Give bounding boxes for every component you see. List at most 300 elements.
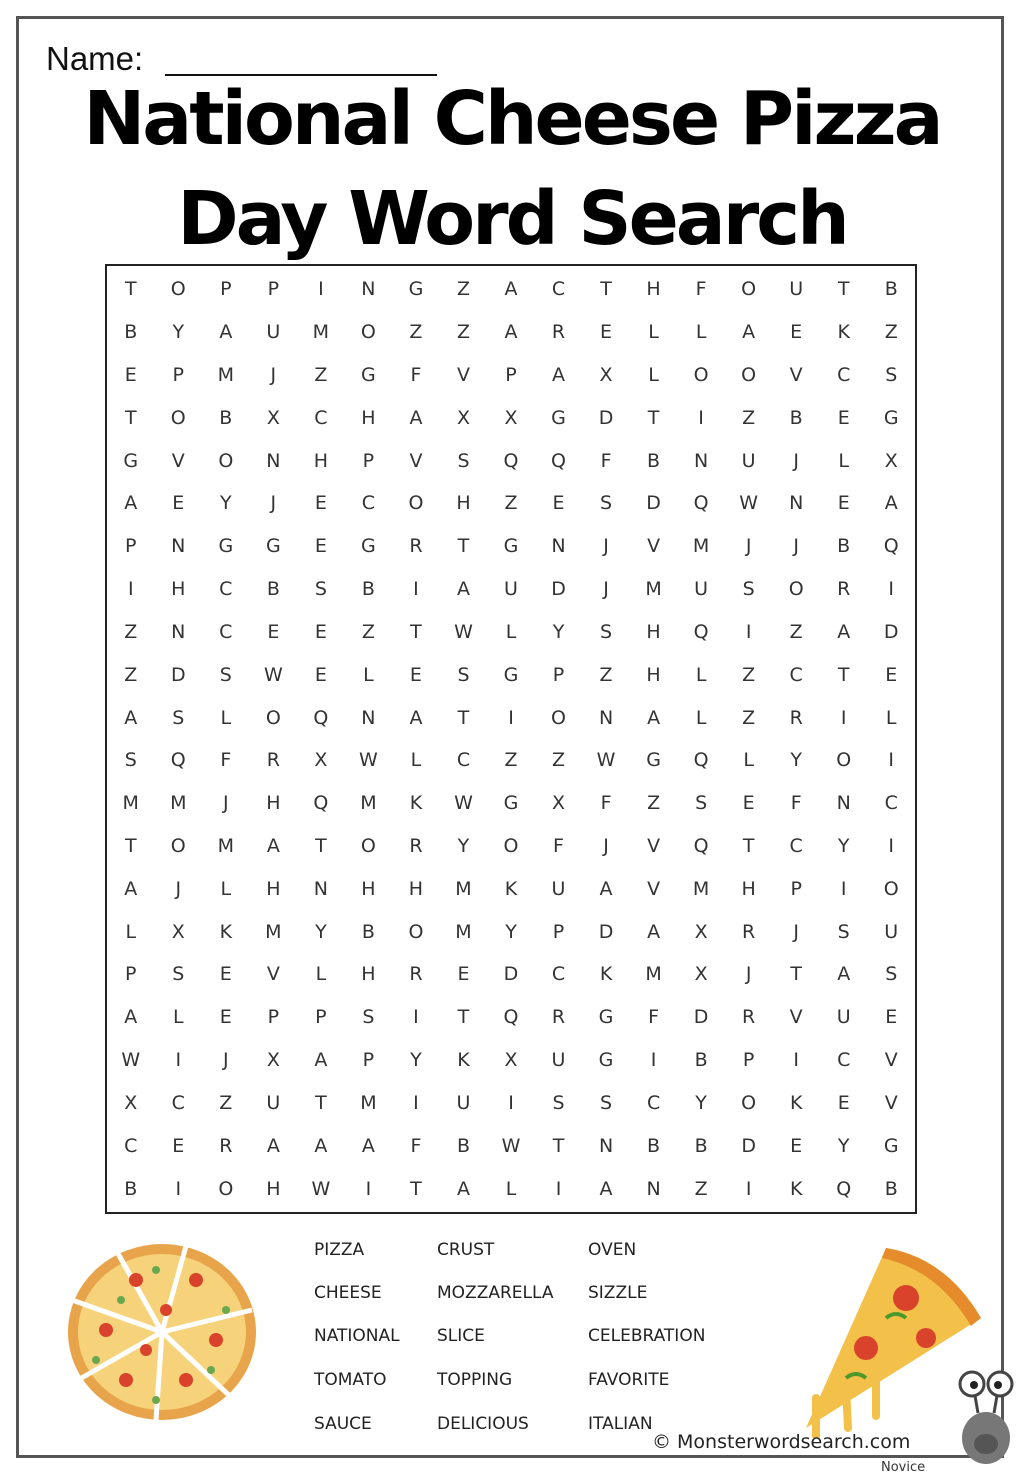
- grid-letter[interactable]: L: [695, 663, 707, 686]
- grid-letter[interactable]: I: [650, 1049, 657, 1072]
- grid-letter[interactable]: A: [124, 1006, 138, 1029]
- grid-letter[interactable]: I: [127, 578, 134, 601]
- grid-letter[interactable]: I: [793, 1049, 799, 1072]
- grid-letter[interactable]: O: [218, 449, 234, 472]
- grid-letter[interactable]: P: [125, 535, 137, 558]
- grid-letter[interactable]: Z: [456, 278, 470, 301]
- grid-letter[interactable]: M: [692, 877, 710, 900]
- grid-letter[interactable]: C: [361, 492, 376, 515]
- grid-letter[interactable]: A: [219, 321, 233, 344]
- grid-letter[interactable]: B: [837, 535, 851, 558]
- grid-letter[interactable]: G: [883, 406, 899, 429]
- grid-letter[interactable]: N: [361, 706, 376, 729]
- grid-letter[interactable]: V: [647, 877, 661, 900]
- grid-letter[interactable]: U: [504, 578, 518, 601]
- grid-letter[interactable]: A: [124, 706, 138, 729]
- grid-letter[interactable]: F: [648, 1006, 660, 1029]
- grid-letter[interactable]: P: [362, 449, 375, 472]
- grid-letter[interactable]: V: [884, 1049, 898, 1072]
- grid-letter[interactable]: L: [410, 749, 422, 772]
- grid-letter[interactable]: Q: [883, 535, 899, 558]
- grid-letter[interactable]: D: [551, 578, 566, 601]
- grid-letter[interactable]: N: [646, 1177, 661, 1200]
- grid-letter[interactable]: M: [455, 920, 472, 943]
- grid-letter[interactable]: T: [410, 620, 422, 643]
- grid-letter[interactable]: B: [124, 321, 138, 344]
- grid-letter[interactable]: I: [413, 578, 419, 601]
- grid-letter[interactable]: F: [600, 449, 612, 472]
- grid-letter[interactable]: I: [888, 835, 895, 858]
- grid-letter[interactable]: S: [219, 663, 232, 686]
- grid-letter[interactable]: Y: [457, 835, 470, 858]
- grid-letter[interactable]: S: [172, 963, 185, 986]
- grid-letter[interactable]: X: [599, 364, 613, 387]
- grid-letter[interactable]: L: [505, 620, 517, 643]
- grid-letter[interactable]: T: [790, 963, 802, 986]
- grid-letter[interactable]: L: [648, 364, 659, 387]
- grid-letter[interactable]: C: [837, 1049, 851, 1072]
- grid-letter[interactable]: Z: [742, 663, 756, 686]
- grid-letter[interactable]: C: [219, 620, 233, 643]
- grid-letter[interactable]: S: [600, 1091, 613, 1114]
- grid-letter[interactable]: P: [742, 1049, 755, 1072]
- grid-letter[interactable]: R: [551, 1006, 566, 1029]
- grid-letter[interactable]: O: [408, 492, 424, 515]
- grid-letter[interactable]: F: [410, 1134, 422, 1157]
- grid-letter[interactable]: M: [645, 578, 662, 601]
- grid-letter[interactable]: S: [885, 963, 898, 986]
- grid-letter[interactable]: X: [552, 792, 566, 815]
- grid-letter[interactable]: G: [551, 406, 566, 429]
- grid-letter[interactable]: S: [885, 364, 898, 387]
- grid-letter[interactable]: N: [836, 792, 851, 815]
- grid-letter[interactable]: I: [175, 1177, 182, 1200]
- grid-letter[interactable]: U: [836, 1006, 851, 1029]
- grid-letter[interactable]: P: [315, 1006, 327, 1029]
- grid-letter[interactable]: Z: [694, 1177, 708, 1200]
- grid-letter[interactable]: O: [741, 364, 757, 387]
- grid-letter[interactable]: Y: [837, 835, 850, 858]
- grid-letter[interactable]: X: [504, 1049, 518, 1072]
- grid-letter[interactable]: I: [745, 620, 752, 643]
- grid-letter[interactable]: C: [551, 278, 566, 301]
- grid-letter[interactable]: E: [457, 963, 470, 986]
- grid-letter[interactable]: D: [883, 620, 899, 643]
- grid-letter[interactable]: Y: [410, 1049, 422, 1072]
- grid-letter[interactable]: G: [361, 535, 376, 558]
- grid-letter[interactable]: S: [552, 1091, 565, 1114]
- grid-letter[interactable]: C: [456, 749, 471, 772]
- grid-letter[interactable]: P: [552, 920, 565, 943]
- grid-letter[interactable]: T: [457, 535, 470, 558]
- grid-letter[interactable]: Q: [503, 1006, 519, 1029]
- grid-letter[interactable]: C: [171, 1091, 185, 1114]
- grid-letter[interactable]: A: [266, 835, 280, 858]
- grid-letter[interactable]: Q: [693, 835, 709, 858]
- grid-letter[interactable]: A: [124, 492, 138, 515]
- grid-letter[interactable]: A: [884, 492, 898, 515]
- grid-letter[interactable]: H: [646, 620, 661, 643]
- grid-letter[interactable]: F: [695, 278, 707, 301]
- grid-letter[interactable]: O: [551, 706, 566, 729]
- grid-letter[interactable]: N: [266, 449, 281, 472]
- grid-letter[interactable]: I: [888, 578, 895, 601]
- grid-letter[interactable]: A: [456, 578, 470, 601]
- grid-letter[interactable]: A: [504, 321, 518, 344]
- grid-letter[interactable]: O: [741, 1091, 757, 1114]
- grid-letter[interactable]: A: [314, 1049, 328, 1072]
- grid-letter[interactable]: P: [790, 877, 802, 900]
- grid-letter[interactable]: T: [457, 1006, 470, 1029]
- grid-letter[interactable]: V: [647, 535, 661, 558]
- grid-letter[interactable]: E: [409, 663, 422, 686]
- grid-letter[interactable]: A: [124, 877, 138, 900]
- grid-letter[interactable]: Z: [504, 749, 518, 772]
- grid-letter[interactable]: E: [267, 620, 280, 643]
- grid-letter[interactable]: R: [789, 706, 803, 729]
- grid-letter[interactable]: Z: [789, 620, 803, 643]
- grid-letter[interactable]: C: [837, 364, 851, 387]
- grid-letter[interactable]: H: [313, 449, 329, 472]
- grid-letter[interactable]: S: [314, 578, 327, 601]
- grid-letter[interactable]: C: [789, 663, 803, 686]
- grid-letter[interactable]: N: [551, 535, 566, 558]
- grid-letter[interactable]: L: [220, 877, 232, 900]
- grid-letter[interactable]: F: [553, 835, 564, 858]
- grid-letter[interactable]: G: [265, 535, 281, 558]
- grid-letter[interactable]: D: [598, 920, 614, 943]
- grid-letter[interactable]: Y: [505, 920, 517, 943]
- grid-letter[interactable]: G: [503, 535, 519, 558]
- grid-letter[interactable]: T: [124, 835, 137, 858]
- grid-letter[interactable]: Z: [504, 492, 518, 515]
- grid-letter[interactable]: R: [409, 963, 423, 986]
- grid-letter[interactable]: A: [409, 706, 423, 729]
- grid-letter[interactable]: W: [121, 1049, 141, 1072]
- grid-letter[interactable]: T: [457, 706, 470, 729]
- grid-letter[interactable]: N: [789, 492, 804, 515]
- grid-letter[interactable]: A: [742, 321, 756, 344]
- grid-letter[interactable]: S: [600, 492, 613, 515]
- grid-letter[interactable]: J: [223, 1049, 229, 1072]
- grid-letter[interactable]: D: [693, 1006, 709, 1029]
- grid-letter[interactable]: H: [408, 877, 424, 900]
- grid-letter[interactable]: S: [457, 663, 470, 686]
- grid-letter[interactable]: H: [361, 877, 376, 900]
- grid-letter[interactable]: R: [266, 749, 280, 772]
- grid-letter[interactable]: B: [456, 1134, 470, 1157]
- grid-letter[interactable]: I: [840, 706, 847, 729]
- grid-letter[interactable]: M: [645, 963, 662, 986]
- grid-letter[interactable]: K: [789, 1177, 803, 1200]
- grid-letter[interactable]: P: [362, 1049, 375, 1072]
- grid-letter[interactable]: O: [170, 278, 186, 301]
- grid-letter[interactable]: H: [266, 792, 281, 815]
- grid-letter[interactable]: L: [743, 749, 754, 772]
- grid-letter[interactable]: T: [600, 278, 612, 301]
- grid-letter[interactable]: I: [698, 406, 704, 429]
- grid-letter[interactable]: I: [840, 877, 847, 900]
- grid-letter[interactable]: Z: [599, 663, 613, 686]
- grid-letter[interactable]: C: [789, 835, 803, 858]
- grid-letter[interactable]: C: [219, 578, 233, 601]
- grid-letter[interactable]: I: [175, 1049, 182, 1072]
- grid-letter[interactable]: X: [884, 449, 898, 472]
- grid-letter[interactable]: X: [694, 963, 708, 986]
- grid-letter[interactable]: I: [318, 278, 324, 301]
- grid-letter[interactable]: L: [695, 321, 707, 344]
- grid-letter[interactable]: W: [596, 749, 616, 772]
- grid-letter[interactable]: V: [647, 835, 661, 858]
- grid-letter[interactable]: N: [361, 278, 376, 301]
- grid-letter[interactable]: J: [603, 578, 609, 601]
- grid-letter[interactable]: N: [598, 1134, 614, 1157]
- grid-letter[interactable]: H: [646, 663, 661, 686]
- grid-letter[interactable]: S: [600, 620, 613, 643]
- grid-letter[interactable]: U: [694, 578, 709, 601]
- grid-letter[interactable]: R: [742, 1006, 756, 1029]
- grid-letter[interactable]: T: [837, 663, 850, 686]
- grid-letter[interactable]: O: [883, 877, 899, 900]
- grid-letter[interactable]: G: [408, 278, 424, 301]
- grid-letter[interactable]: J: [793, 449, 799, 472]
- grid-letter[interactable]: H: [361, 963, 376, 986]
- grid-letter[interactable]: D: [170, 663, 186, 686]
- grid-letter[interactable]: E: [837, 492, 850, 515]
- grid-letter[interactable]: A: [599, 1177, 613, 1200]
- grid-letter[interactable]: K: [789, 1091, 803, 1114]
- grid-letter[interactable]: Z: [742, 706, 756, 729]
- grid-letter[interactable]: B: [647, 1134, 661, 1157]
- grid-letter[interactable]: Z: [124, 663, 138, 686]
- grid-letter[interactable]: Y: [172, 321, 185, 344]
- grid-letter[interactable]: R: [742, 920, 756, 943]
- grid-letter[interactable]: G: [883, 1134, 899, 1157]
- grid-letter[interactable]: Q: [836, 1177, 852, 1200]
- grid-letter[interactable]: M: [360, 792, 377, 815]
- grid-letter[interactable]: V: [884, 1091, 898, 1114]
- grid-letter[interactable]: T: [552, 1134, 565, 1157]
- grid-letter[interactable]: D: [646, 492, 661, 515]
- grid-letter[interactable]: F: [790, 792, 802, 815]
- grid-letter[interactable]: I: [555, 1177, 562, 1200]
- grid-letter[interactable]: H: [456, 492, 471, 515]
- grid-letter[interactable]: Y: [837, 1134, 850, 1157]
- grid-letter[interactable]: G: [503, 792, 519, 815]
- grid-letter[interactable]: F: [220, 749, 232, 772]
- grid-letter[interactable]: N: [598, 706, 614, 729]
- grid-letter[interactable]: A: [504, 278, 518, 301]
- grid-letter[interactable]: H: [646, 278, 661, 301]
- grid-letter[interactable]: R: [551, 321, 566, 344]
- grid-letter[interactable]: Z: [409, 321, 423, 344]
- grid-letter[interactable]: K: [457, 1049, 470, 1072]
- grid-letter[interactable]: K: [219, 920, 233, 943]
- grid-letter[interactable]: D: [598, 406, 614, 429]
- grid-letter[interactable]: Q: [551, 449, 566, 472]
- grid-letter[interactable]: Z: [552, 749, 566, 772]
- grid-letter[interactable]: S: [172, 706, 185, 729]
- grid-letter[interactable]: K: [837, 321, 850, 344]
- grid-letter[interactable]: N: [171, 535, 186, 558]
- grid-letter[interactable]: L: [125, 920, 137, 943]
- grid-letter[interactable]: G: [646, 749, 661, 772]
- grid-letter[interactable]: C: [124, 1134, 138, 1157]
- grid-letter[interactable]: G: [123, 449, 139, 472]
- grid-letter[interactable]: M: [455, 877, 472, 900]
- grid-letter[interactable]: B: [694, 1049, 708, 1072]
- grid-letter[interactable]: Z: [647, 792, 661, 815]
- grid-letter[interactable]: X: [694, 920, 708, 943]
- grid-letter[interactable]: U: [789, 278, 804, 301]
- grid-letter[interactable]: M: [170, 792, 187, 815]
- grid-letter[interactable]: E: [172, 1134, 185, 1157]
- grid-letter[interactable]: Q: [313, 706, 329, 729]
- grid-letter[interactable]: J: [793, 920, 799, 943]
- grid-letter[interactable]: T: [647, 406, 660, 429]
- grid-letter[interactable]: I: [365, 1177, 372, 1200]
- grid-letter[interactable]: E: [314, 492, 327, 515]
- grid-letter[interactable]: E: [837, 406, 850, 429]
- grid-letter[interactable]: W: [263, 663, 283, 686]
- grid-letter[interactable]: E: [219, 1006, 232, 1029]
- grid-letter[interactable]: A: [647, 706, 661, 729]
- grid-letter[interactable]: P: [172, 364, 185, 387]
- grid-letter[interactable]: A: [361, 1134, 375, 1157]
- grid-letter[interactable]: Z: [884, 321, 898, 344]
- grid-letter[interactable]: O: [170, 406, 186, 429]
- grid-letter[interactable]: P: [220, 278, 232, 301]
- grid-letter[interactable]: H: [361, 406, 376, 429]
- grid-letter[interactable]: G: [598, 1006, 614, 1029]
- grid-letter[interactable]: O: [360, 835, 376, 858]
- grid-letter[interactable]: K: [599, 963, 613, 986]
- grid-letter[interactable]: O: [170, 835, 186, 858]
- grid-letter[interactable]: F: [600, 792, 612, 815]
- grid-letter[interactable]: X: [124, 1091, 138, 1114]
- grid-letter[interactable]: P: [267, 278, 280, 301]
- grid-letter[interactable]: E: [885, 1006, 898, 1029]
- grid-letter[interactable]: U: [551, 1049, 566, 1072]
- grid-letter[interactable]: Q: [170, 749, 186, 772]
- grid-letter[interactable]: A: [599, 877, 613, 900]
- grid-letter[interactable]: T: [124, 406, 137, 429]
- grid-letter[interactable]: X: [266, 1049, 280, 1072]
- grid-letter[interactable]: D: [503, 963, 519, 986]
- grid-letter[interactable]: U: [266, 321, 281, 344]
- grid-letter[interactable]: B: [647, 449, 661, 472]
- grid-letter[interactable]: X: [456, 406, 470, 429]
- grid-letter[interactable]: V: [789, 364, 803, 387]
- grid-letter[interactable]: H: [741, 877, 756, 900]
- grid-letter[interactable]: U: [266, 1091, 281, 1114]
- grid-letter[interactable]: A: [314, 1134, 328, 1157]
- grid-letter[interactable]: J: [603, 535, 609, 558]
- grid-letter[interactable]: V: [789, 1006, 803, 1029]
- grid-letter[interactable]: H: [266, 1177, 281, 1200]
- grid-letter[interactable]: P: [267, 1006, 280, 1029]
- grid-letter[interactable]: B: [361, 578, 375, 601]
- grid-letter[interactable]: Y: [552, 620, 565, 643]
- grid-letter[interactable]: I: [888, 749, 895, 772]
- grid-letter[interactable]: D: [741, 1134, 756, 1157]
- grid-letter[interactable]: E: [314, 535, 327, 558]
- grid-letter[interactable]: J: [793, 535, 799, 558]
- grid-letter[interactable]: I: [508, 1091, 514, 1114]
- grid-letter[interactable]: L: [885, 706, 897, 729]
- grid-letter[interactable]: L: [505, 1177, 517, 1200]
- grid-letter[interactable]: X: [171, 920, 185, 943]
- grid-letter[interactable]: L: [220, 706, 232, 729]
- grid-letter[interactable]: E: [790, 321, 803, 344]
- grid-letter[interactable]: E: [172, 492, 185, 515]
- grid-letter[interactable]: E: [790, 1134, 803, 1157]
- grid-letter[interactable]: P: [125, 963, 137, 986]
- grid-letter[interactable]: Q: [503, 449, 519, 472]
- grid-letter[interactable]: E: [124, 364, 137, 387]
- grid-letter[interactable]: C: [314, 406, 328, 429]
- grid-letter[interactable]: T: [315, 835, 327, 858]
- grid-letter[interactable]: S: [362, 1006, 375, 1029]
- grid-letter[interactable]: R: [409, 835, 423, 858]
- grid-letter[interactable]: V: [171, 449, 185, 472]
- grid-letter[interactable]: R: [837, 578, 851, 601]
- grid-letter[interactable]: X: [504, 406, 518, 429]
- grid-letter[interactable]: J: [745, 963, 752, 986]
- grid-letter[interactable]: L: [363, 663, 374, 686]
- grid-letter[interactable]: G: [503, 663, 519, 686]
- grid-letter[interactable]: T: [410, 1177, 422, 1200]
- grid-letter[interactable]: W: [501, 1134, 521, 1157]
- grid-letter[interactable]: O: [503, 835, 519, 858]
- grid-letter[interactable]: J: [223, 792, 229, 815]
- grid-letter[interactable]: G: [598, 1049, 614, 1072]
- grid-letter[interactable]: Z: [742, 406, 756, 429]
- grid-letter[interactable]: B: [219, 406, 233, 429]
- grid-letter[interactable]: C: [884, 792, 898, 815]
- grid-letter[interactable]: B: [884, 1177, 898, 1200]
- grid-letter[interactable]: H: [171, 578, 186, 601]
- grid-letter[interactable]: J: [175, 877, 182, 900]
- grid-letter[interactable]: S: [695, 792, 708, 815]
- grid-letter[interactable]: J: [270, 364, 277, 387]
- grid-letter[interactable]: B: [694, 1134, 708, 1157]
- grid-letter[interactable]: Y: [790, 749, 802, 772]
- grid-letter[interactable]: Z: [219, 1091, 233, 1114]
- grid-letter[interactable]: J: [270, 492, 277, 515]
- grid-letter[interactable]: Q: [693, 620, 709, 643]
- grid-letter[interactable]: P: [505, 364, 517, 387]
- grid-letter[interactable]: P: [552, 663, 565, 686]
- grid-letter[interactable]: F: [410, 364, 422, 387]
- grid-letter[interactable]: Q: [693, 492, 709, 515]
- grid-letter[interactable]: A: [837, 963, 851, 986]
- grid-letter[interactable]: G: [361, 364, 376, 387]
- grid-letter[interactable]: R: [219, 1134, 233, 1157]
- grid-letter[interactable]: Q: [693, 749, 709, 772]
- grid-letter[interactable]: A: [552, 364, 566, 387]
- grid-letter[interactable]: B: [789, 406, 803, 429]
- grid-letter[interactable]: H: [266, 877, 281, 900]
- grid-letter[interactable]: O: [360, 321, 376, 344]
- grid-letter[interactable]: W: [454, 792, 473, 815]
- grid-letter[interactable]: M: [692, 535, 710, 558]
- grid-letter[interactable]: W: [454, 620, 473, 643]
- grid-letter[interactable]: O: [788, 578, 804, 601]
- grid-letter[interactable]: G: [218, 535, 234, 558]
- grid-letter[interactable]: U: [741, 449, 756, 472]
- grid-letter[interactable]: O: [408, 920, 424, 943]
